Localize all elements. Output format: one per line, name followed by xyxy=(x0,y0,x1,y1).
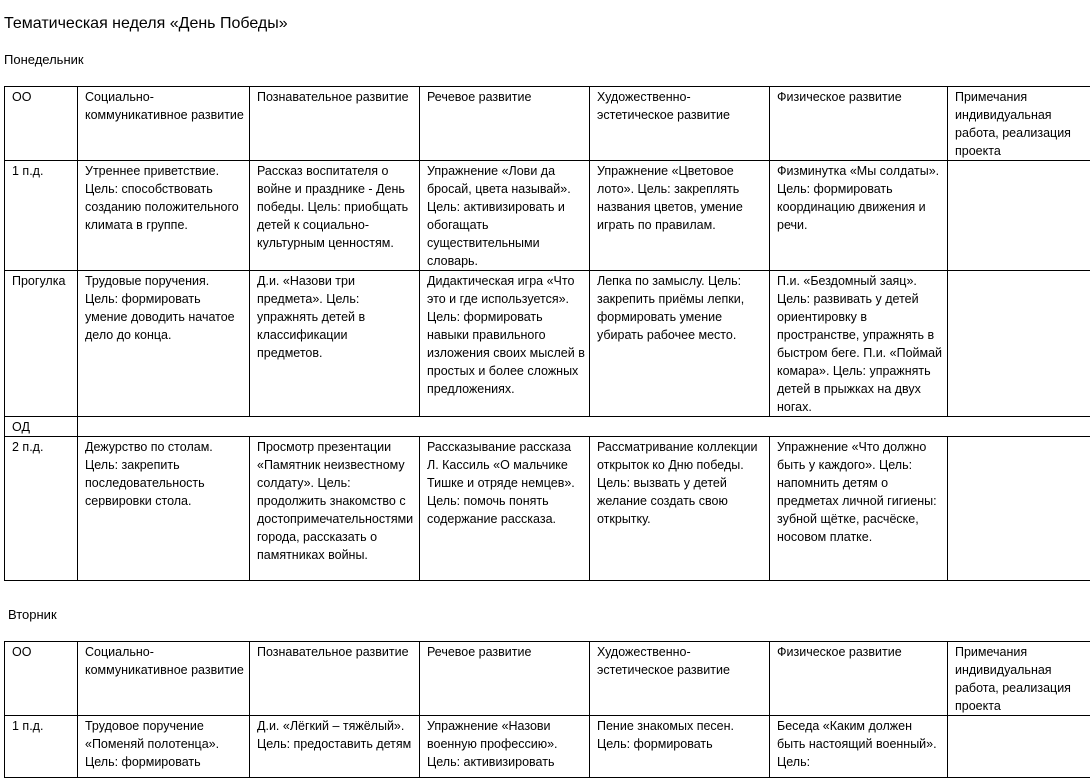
period-cell: ОД xyxy=(5,417,78,437)
table-header-row xyxy=(5,87,1090,161)
physical-cell: Беседа «Каким должен быть настоящий военный». Цель: xyxy=(770,716,948,778)
social-cell: Утреннее приветствие. Цель: способствовать созданию положительного климата в группе. xyxy=(78,161,250,271)
day-label-monday: Понедельник xyxy=(4,52,84,68)
table-row xyxy=(5,161,1090,271)
social-cell: Трудовое поручение «Поменяй полотенца». Цель: формировать xyxy=(78,716,250,778)
social-cell: Дежурство по столам. Цель: закрепить последовательность сервировки стола. xyxy=(78,437,250,581)
physical-cell: Упражнение «Что должно быть у каждого». Цель: напомнить детям о предметах личной гигиены: зубной щётке, расчёске, носовом платке. xyxy=(770,437,948,581)
period-cell: 1 п.д. xyxy=(5,716,78,778)
header-cell-social: Социально-коммуникативное развитие xyxy=(78,642,250,716)
cognitive-cell: Рассказ воспитателя о войне и празднике - День победы. Цель: приобщать детей к социально-культурным ценностям. xyxy=(250,161,420,271)
notes-cell xyxy=(948,161,1090,271)
table-row xyxy=(5,417,1090,437)
header-cell-speech: Речевое развитие xyxy=(420,642,590,716)
cognitive-cell: Д.и. «Лёгкий – тяжёлый». Цель: предоставить детям xyxy=(250,716,420,778)
table-row xyxy=(5,437,1090,581)
table-row xyxy=(5,716,1090,778)
header-cell-cognitive: Познавательное развитие xyxy=(250,642,420,716)
art-cell: Упражнение «Цветовое лото». Цель: закреплять названия цветов, умение играть по правилам. xyxy=(590,161,770,271)
header-cell-cognitive: Познавательное развитие xyxy=(250,87,420,161)
cognitive-cell: Просмотр презентации «Памятник неизвестному солдату». Цель: продолжить знакомство с достопримечательностями города, рассказать о памятниках войны. xyxy=(250,437,420,581)
speech-cell: Упражнение «Лови да бросай, цвета называй». Цель: активизировать и обогащать существительными словарь. xyxy=(420,161,590,271)
day-label-tuesday: Вторник xyxy=(8,607,57,623)
header-cell-oo: ОО xyxy=(5,642,78,716)
speech-cell: Упражнение «Назови военную профессию». Цель: активизировать xyxy=(420,716,590,778)
od-merged-cell xyxy=(78,417,1090,437)
social-cell: Трудовые поручения. Цель: формировать умение доводить начатое дело до конца. xyxy=(78,271,250,417)
cognitive-cell: Д.и. «Назови три предмета». Цель: упражнять детей в классификации предметов. xyxy=(250,271,420,417)
header-cell-notes: Примечания индивидуальная работа, реализация проекта xyxy=(948,87,1090,161)
header-cell-physical: Физическое развитие xyxy=(770,87,948,161)
header-cell-social: Социально-коммуникативное развитие xyxy=(78,87,250,161)
header-cell-physical: Физическое развитие xyxy=(770,642,948,716)
header-cell-notes: Примечания индивидуальная работа, реализация проекта xyxy=(948,642,1090,716)
notes-cell xyxy=(948,716,1090,778)
notes-cell xyxy=(948,437,1090,581)
period-cell: Прогулка xyxy=(5,271,78,417)
period-cell: 1 п.д. xyxy=(5,161,78,271)
plan-table-tuesday xyxy=(4,641,1090,778)
art-cell: Рассматривание коллекции открыток ко Дню победы. Цель: вызвать у детей желание создать свою открытку. xyxy=(590,437,770,581)
art-cell: Пение знакомых песен. Цель: формировать xyxy=(590,716,770,778)
physical-cell: Физминутка «Мы солдаты». Цель: формировать координацию движения и речи. xyxy=(770,161,948,271)
header-cell-art: Художественно-эстетическое развитие xyxy=(590,87,770,161)
notes-cell xyxy=(948,271,1090,417)
period-cell: 2 п.д. xyxy=(5,437,78,581)
speech-cell: Дидактическая игра «Что это и где используется». Цель: формировать навыки правильного изложения своих мыслей в простых и более сложных предложениях. xyxy=(420,271,590,417)
header-cell-oo: ОО xyxy=(5,87,78,161)
table-row xyxy=(5,271,1090,417)
header-cell-speech: Речевое развитие xyxy=(420,87,590,161)
speech-cell: Рассказывание рассказа Л. Кассиль «О мальчике Тишке и отряде немцев». Цель: помочь понять содержание рассказа. xyxy=(420,437,590,581)
art-cell: Лепка по замыслу. Цель: закрепить приёмы лепки, формировать умение убирать рабочее место. xyxy=(590,271,770,417)
table-header-row xyxy=(5,642,1090,716)
physical-cell: П.и. «Бездомный заяц». Цель: развивать у детей ориентировку в пространстве, упражнять в быстром беге. П.и. «Поймай комара». Цель: упражнять детей в прыжках на двух ногах. xyxy=(770,271,948,417)
header-cell-art: Художественно-эстетическое развитие xyxy=(590,642,770,716)
document-title: Тематическая неделя «День Победы» xyxy=(4,14,288,34)
plan-table-monday xyxy=(4,86,1090,581)
